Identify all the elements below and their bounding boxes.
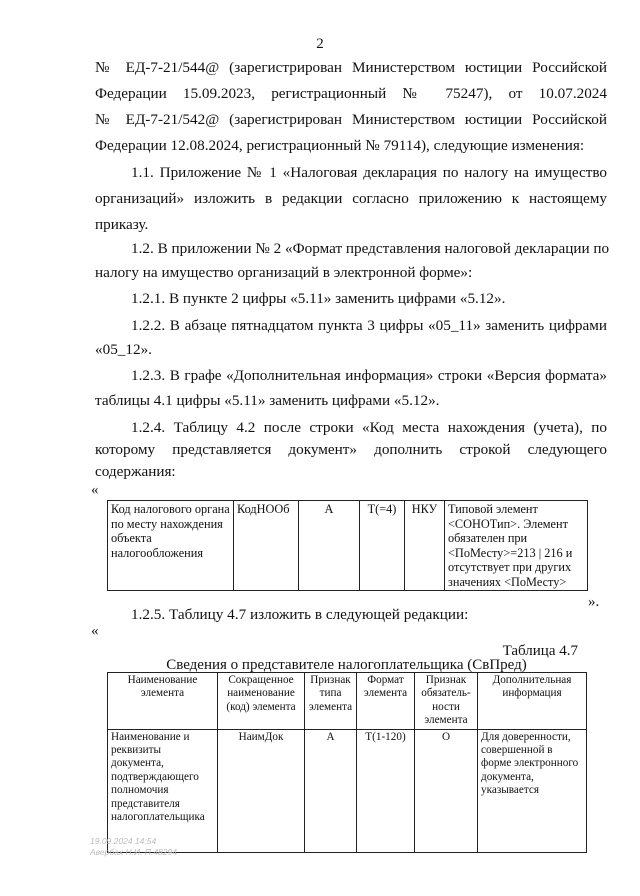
table-4-2-row <box>107 500 588 591</box>
quote-open: « <box>91 623 99 639</box>
paragraph-line: № ЕД-7-21/544@ (зарегистрирован Министерством юстиции Российской <box>95 59 607 76</box>
paragraph-line: которому представляется документ» дополнить строкой следующего <box>95 441 607 458</box>
table-4-7 <box>107 672 587 853</box>
quote-open: « <box>91 482 99 498</box>
footer-stamp-author: Авербах Н.И. П.48294 <box>90 847 177 857</box>
paragraph-line: 1.2.5. Таблицу 4.7 изложить в следующей редакции: <box>131 606 469 623</box>
paragraph-line: Федерации 15.09.2023, регистрационный № 75247), от 10.07.2024 <box>95 85 607 102</box>
table-header-row <box>108 673 587 730</box>
column-header: Формат элемента <box>357 673 415 730</box>
paragraph-line: 1.2.3. В графе «Дополнительная информация» строки «Версия формата» <box>131 367 607 384</box>
table-cell: НКУ <box>405 501 445 591</box>
paragraph-line: 1.2.4. Таблицу 4.2 после строки «Код места нахождения (учета), по <box>131 419 607 436</box>
page-number: 2 <box>316 36 324 52</box>
paragraph-line: организаций» изложить в редакции согласно приложению к настоящему <box>95 190 607 207</box>
column-header: Признак типа элемента <box>305 673 357 730</box>
paragraph-line: «05_12». <box>95 341 152 358</box>
table-title: Сведения о представителе налогоплательщика (СвПред) <box>166 657 527 673</box>
table-cell: Наименование и реквизиты документа, подтверждающего полномочия представителя налогоплательщика <box>108 729 218 852</box>
column-header: Сокращенное наименование (код) элемента <box>218 673 305 730</box>
footer-stamp-date: 19.09.2024 14:54 <box>90 836 157 846</box>
paragraph-line: налогу на имущество организаций в электронной форме»: <box>95 264 473 281</box>
column-header: Дополнительная информация <box>478 673 587 730</box>
column-header: Наименование элемента <box>108 673 218 730</box>
table-cell: НаимДок <box>218 729 305 852</box>
table-cell: О <box>415 729 478 852</box>
paragraph-line: 1.1. Приложение № 1 «Налоговая декларация по налогу на имущество <box>131 164 607 181</box>
table-cell: Типовой элемент <СОНОТип>. Элемент обязателен при <ПоМесту>=213 | 216 и отсутствует при других значениях <ПоМесту> <box>445 501 588 591</box>
paragraph-line: таблицы 4.1 цифры «5.11» заменить цифрами «5.12». <box>95 392 440 409</box>
table-cell: Для доверенности, совершенной в форме электронного документа, указывается <box>478 729 587 852</box>
table-cell: А <box>305 729 357 852</box>
table-cell: КодНООб <box>234 501 299 591</box>
paragraph-line: 1.2.1. В пункте 2 цифры «5.11» заменить цифрами «5.12». <box>131 290 506 307</box>
paragraph-line: содержания: <box>95 463 176 480</box>
paragraph-line: 1.2.2. В абзаце пятнадцатом пункта 3 цифры «05_11» заменить цифрами <box>131 317 607 334</box>
table-cell: Т(1-120) <box>357 729 415 852</box>
paragraph-line: № ЕД-7-21/542@ (зарегистрирован Министерством юстиции Российской <box>95 111 607 128</box>
quote-close: ». <box>588 594 600 610</box>
table-row <box>108 501 588 591</box>
paragraph-line: приказу. <box>95 216 149 233</box>
table-label: Таблица 4.7 <box>502 643 578 659</box>
table-row <box>108 729 587 852</box>
paragraph-line: 1.2. В приложении № 2 «Формат представления налоговой декларации по <box>131 240 610 257</box>
paragraph-line: Федерации 12.08.2024, регистрационный № 79114), следующие изменения: <box>95 137 585 154</box>
column-header: Признак обязатель-ности элемента <box>415 673 478 730</box>
table-cell: Код налогового органа по месту нахождения объекта налогообложения <box>108 501 234 591</box>
table-cell: А <box>299 501 360 591</box>
table-cell: Т(=4) <box>360 501 405 591</box>
